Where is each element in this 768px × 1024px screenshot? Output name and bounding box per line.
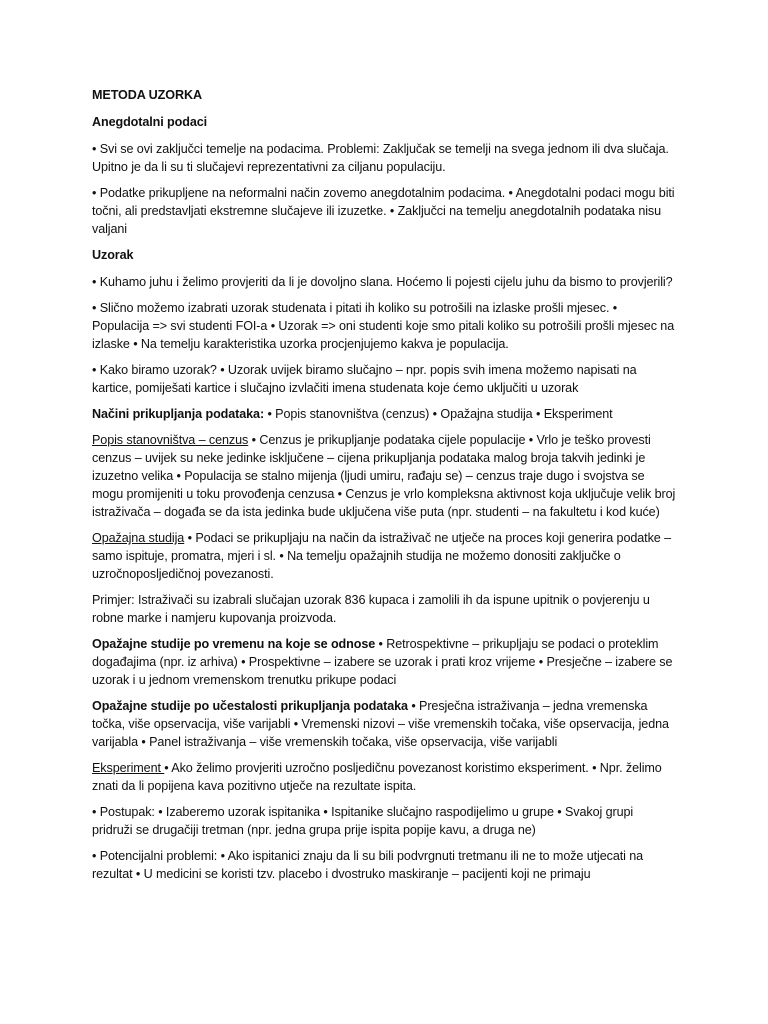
- paragraph-po-ucestalosti: [92, 697, 676, 751]
- popis-text: • Cenzus je prikupljanje podataka cijele populacije • Vrlo je teško provesti cenzus – uvijek su neke jedinke isključene – cijena prikupljanja podataka malog broja takvih jedinki je izuzetno velika • Populacija se stalno mijenja (ljudi umiru, rađaju se) – cenzus traje dugo i svojstva se mogu promijeniti u toku provođenja cenzusa • Cenzus je vrlo kompleksna aktivnost koja uključuje velik broj istraživača – događa se da ista jedinka bude uključena više puta (npr. studenti – na fakultetu i kod kuće): [92, 433, 676, 519]
- heading-anegdotalni-podaci: Anegdotalni podaci: [92, 115, 208, 129]
- paragraph-postupak: [92, 803, 676, 839]
- postupak-label: • Postupak:: [92, 805, 155, 819]
- paragraph-uzorak-3: • Kako biramo uzorak? • Uzorak uvijek biramo slučajno – npr. popis svih imena možemo napisati na kartice, pomiješati kartice i slučajno izvlačiti imena studenata koje ćemo uključiti u uzorak: [92, 363, 637, 395]
- paragraph-popis-stanovnistva: [92, 431, 676, 521]
- nacini-label: Načini prikupljanja podataka:: [92, 407, 265, 421]
- paragraph-primjer: Primjer: Istraživači su izabrali slučajan uzorak 836 kupaca i zamolili ih da ispune upitnik o povjerenju u robne marke i namjeru kupovanja proizvoda.: [92, 593, 650, 625]
- opazajna-text: • Podaci se prikupljaju na način da istraživač ne utječe na proces koji generira podatke – samo ispituje, promatra, mjeri i sl. • Na temelju opažajnih studija ne možemo donositi zaključke o uzročnoposljedičnoj povezanosti.: [92, 531, 671, 581]
- eksperiment-label: Eksperiment: [92, 761, 165, 775]
- popis-label: Popis stanovništva – cenzus: [92, 433, 249, 447]
- paragraph-anegdotalni-2: • Podatke prikupljene na neformalni način zovemo anegdotalnim podacima. • Anegdotalni podaci mogu biti točni, ali predstavljati ekstremne slučajeve ili izuzetke. • Zaključci na temelju anegdotalnih podataka nisu valjani: [92, 186, 675, 236]
- po-ucestalosti-text: • Presječna istraživanja – jedna vremenska točka, više opservacija, više varijabli • Vremenski nizovi – više vremenskih točaka, više opservacija, jedna varijabla • Panel istraživanja – više vremenskih točaka, više opservacija, više varijabli: [92, 699, 669, 749]
- po-vremenu-text: • Retrospektivne – prikupljaju se podaci o proteklim događajima (npr. iz arhiva) • Prospektivne – izabere se uzorak i prati kroz vrijeme • Presječne – izabere se uzorak i u jednom vremenskom trenutku prikupe podaci: [92, 637, 673, 687]
- paragraph-eksperiment: [92, 759, 676, 795]
- paragraph-potencijalni-problemi: • Potencijalni problemi: • Ako ispitanici znaju da li su bili podvrgnuti tretmanu ili ne to može utjecati na rezultat • U medicini se koristi tzv. placebo i dvostruko maskiranje – pacijenti koji ne primaju: [92, 849, 644, 881]
- paragraph-opazajna-studija: [92, 529, 676, 583]
- postupak-text: • Izaberemo uzorak ispitanika • Ispitanike slučajno raspodijelimo u grupe • Svakoj grupi pridruži se drugačiji tretman (npr. jedna grupa prije ispita popije kavu, a druga ne): [92, 805, 634, 837]
- paragraph-po-vremenu: [92, 635, 676, 689]
- paragraph-uzorak-2: • Slično možemo izabrati uzorak studenata i pitati ih koliko su potrošili na izlaske prošli mjesec. • Populacija => svi studenti FOI-a • Uzorak => oni studenti koje smo pitali koliko su potrošili prošli mjesec na izlaske • Na temelju karakteristika uzorka procjenjujemo kakva je populacija.: [92, 301, 675, 351]
- paragraph-anegdotalni-1: • Svi se ovi zaključci temelje na podacima. Problemi: Zaključak se temelji na svega jednom ili dva slučaja. Upitno je da li su ti slučajevi reprezentativni za ciljanu populaciju.: [92, 142, 669, 174]
- paragraph-uzorak-1: • Kuhamo juhu i želimo provjeriti da li je dovoljno slana. Hoćemo li pojesti cijelu juhu da bismo to provjerili?: [92, 275, 673, 289]
- paragraph-nacini-prikupljanja: [92, 405, 676, 423]
- document-title: METODA UZORKA: [92, 88, 202, 102]
- po-ucestalosti-label: Opažajne studije po učestalosti prikupljanja podataka: [92, 699, 408, 713]
- po-vremenu-label: Opažajne studije po vremenu na koje se odnose: [92, 637, 376, 651]
- opazajna-label: Opažajna studija: [92, 531, 185, 545]
- heading-uzorak: Uzorak: [92, 248, 134, 262]
- nacini-text: • Popis stanovništva (cenzus) • Opažajna studija • Eksperiment: [264, 407, 613, 421]
- eksperiment-text: • Ako želimo provjeriti uzročno posljedičnu povezanost koristimo eksperiment. • Npr. želimo znati da li popijena kava pozitivno utječe na rezultate ispita.: [92, 761, 662, 793]
